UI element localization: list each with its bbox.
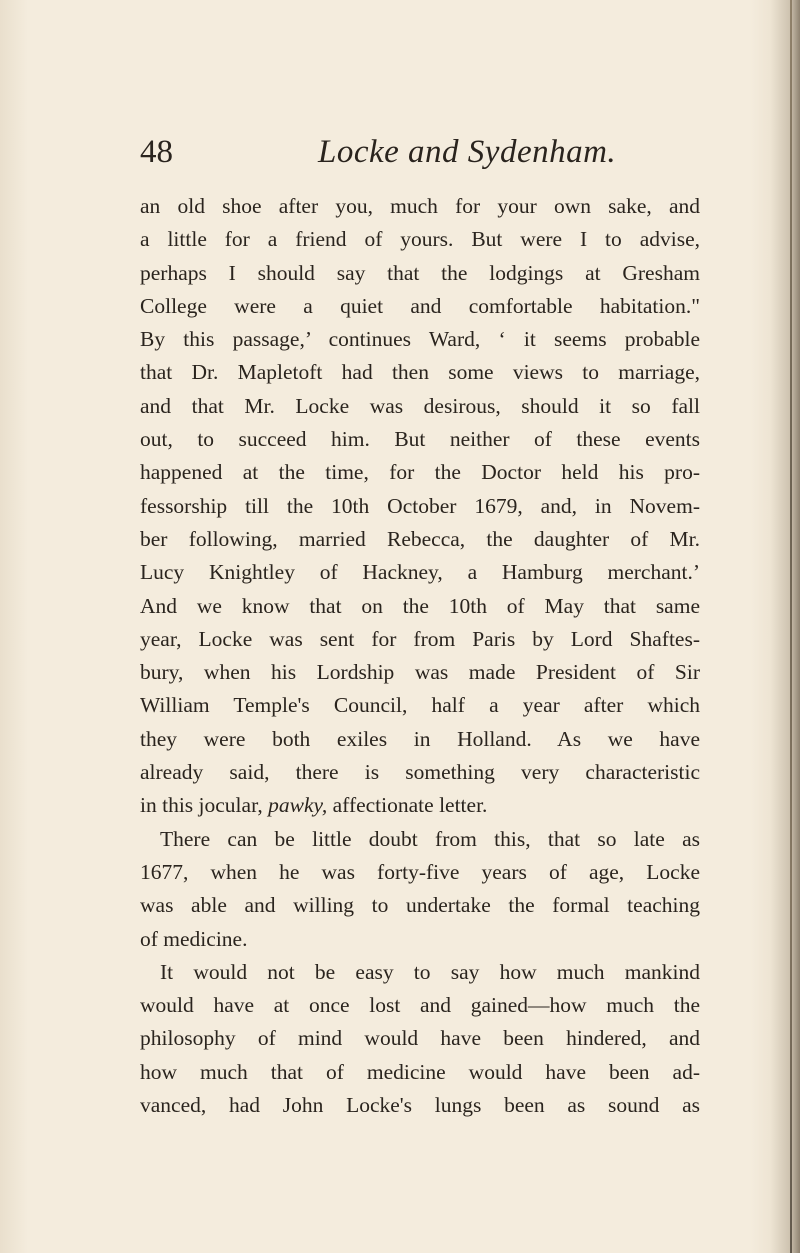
- text-segment: affectionate letter.: [332, 793, 488, 818]
- page-number: 48: [140, 134, 173, 170]
- italic-word: pawky,: [268, 793, 328, 818]
- text-line: a little for a friend of yours. But were I to advise,: [140, 227, 700, 252]
- text-line: perhaps I should say that the lodgings at Gresham: [140, 260, 700, 285]
- page-gutter-edge: [790, 0, 792, 1253]
- text-line: fessorship till the 10th October 1679, and, in Novem-: [140, 493, 700, 518]
- running-title: Locke and Sydenham.: [318, 134, 617, 170]
- text-line-mixed: [140, 789, 700, 822]
- text-line: that Dr. Mapletoft had then some views to marriage,: [140, 360, 700, 385]
- text-line: ber following, married Rebecca, the daughter of Mr.: [140, 526, 700, 551]
- text-line: happened at the time, for the Doctor held his pro-: [140, 460, 700, 485]
- paragraph-start-line: There can be little doubt from this, that so late as: [160, 826, 700, 851]
- text-line: an old shoe after you, much for your own sake, and: [140, 194, 700, 218]
- text-line: would have at once lost and gained—how much the: [140, 993, 700, 1018]
- text-line: was able and willing to undertake the formal teaching: [140, 893, 700, 918]
- running-head: [140, 130, 700, 174]
- text-line: bury, when his Lordship was made President of Sir: [140, 660, 700, 685]
- body-text: [140, 190, 700, 1122]
- text-line: philosophy of mind would have been hindered, and: [140, 1026, 700, 1051]
- text-line: they were both exiles in Holland. As we have: [140, 726, 700, 751]
- text-line: College were a quiet and comfortable habitation.": [140, 293, 700, 318]
- paragraph-start-line: It would not be easy to say how much mankind: [160, 959, 700, 984]
- text-line: William Temple's Council, half a year after which: [140, 693, 700, 718]
- text-line: out, to succeed him. But neither of these events: [140, 427, 700, 452]
- text-line: how much that of medicine would have been ad-: [140, 1059, 700, 1084]
- text-line: Lucy Knightley of Hackney, a Hamburg merchant.’: [140, 560, 700, 585]
- text-line: 1677, when he was forty-five years of age, Locke: [140, 859, 700, 884]
- text-segment: in this jocular,: [140, 793, 263, 818]
- text-line: By this passage,’ continues Ward, ‘ it seems probable: [140, 327, 700, 352]
- text-line: year, Locke was sent for from Paris by Lord Shaftes-: [140, 626, 700, 651]
- text-line: of medicine.: [140, 926, 248, 951]
- text-line: And we know that on the 10th of May that same: [140, 593, 700, 618]
- text-line: already said, there is something very characteristic: [140, 760, 700, 785]
- text-line: vanced, had John Locke's lungs been as sound as: [140, 1093, 700, 1118]
- text-line: and that Mr. Locke was desirous, should it so fall: [140, 393, 700, 418]
